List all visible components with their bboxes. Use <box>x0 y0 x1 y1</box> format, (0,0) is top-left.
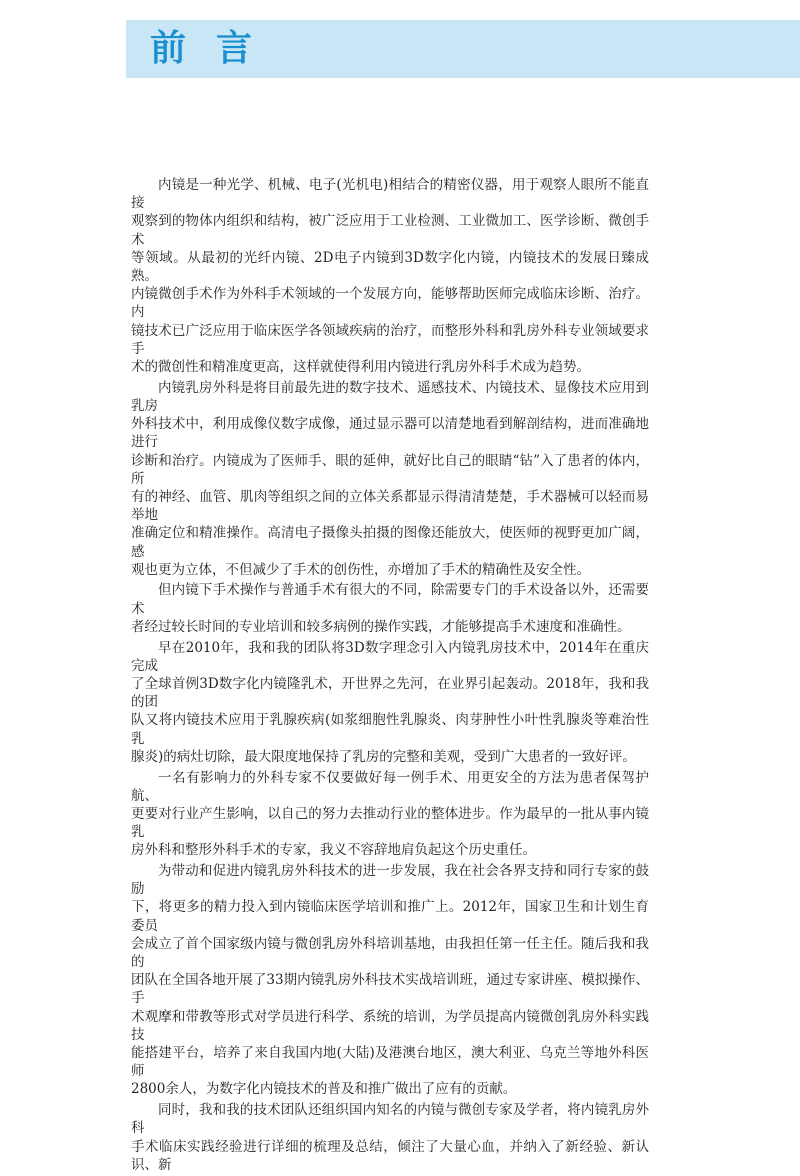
paragraph-7: 同时，我和我的技术团队还组织国内知名的内镜与微创专家及学者，将内镜乳房外科 手术临床实践经验进行详细的梳理及总结，倾注了大量心血，并纳入了新经验、新认识、新 <box>131 1102 649 1173</box>
paragraph-3: 但内镜下手术操作与普通手术有很大的不同，除需要专门的手术设备以外，还需要术 者经过较长时间的专业培训和较多病例的操作实践，才能够提高手术速度和准确性。 <box>131 582 649 635</box>
paragraph-1: 内镜是一种光学、机械、电子(光机电)相结合的精密仪器，用于观察人眼所不能直接 观察到的物体内组织和结构，被广泛应用于工业检测、工业微加工、医学诊断、微创手术 等领域。从最初的光纤内镜、2D电子内镜到3D数字化内镜，内镜技术的发展日臻成熟。 内镜微创手术作为外科手术领域的一个发展方向，能够帮助医师完成临床诊断、治疗。内 镜技术已广泛应用于临床医学各领域疾病的治疗，而整形外科和乳房外科专业领域要求手 术的微创性和精准度更高，这样就使得利用内镜进行乳房外科手术成为趋势。 <box>131 177 649 376</box>
paragraph-2: 内镜乳房外科是将目前最先进的数字技术、遥感技术、内镜技术、显像技术应用到乳房 外科技术中，利用成像仪数字成像，通过显示器可以清楚地看到解剖结构，进而准确地进行 诊断和治疗。内镜成为了医师手、眼的延伸，就好比自己的眼睛“钻”入了患者的体内，所 有的神经、血管、肌肉等组织之间的立体关系都显示得清清楚楚，手术器械可以轻而易举地 准确定位和精准操作。高清电子摄像头拍摄的图像还能放大，使医师的视野更加广阔，感 观也更为立体，不但减少了手术的创伤性，亦增加了手术的精确性及安全性。 <box>131 379 649 578</box>
preface-body <box>131 176 649 1176</box>
paragraph-6: 为带动和促进内镜乳房外科技术的进一步发展，我在社会各界支持和同行专家的鼓励 下，将更多的精力投入到内镜临床医学培训和推广上。2012年，国家卫生和计划生育委员 会成立了首个国家级内镜与微创乳房外科培训基地，由我担任第一任主任。随后我和我的 团队在全国各地开展了33期内镜乳房外科技术实战培训班，通过专家讲座、模拟操作、手 术观摩和带教等形式对学员进行科学、系统的培训，为学员提高内镜微创乳房外科实践技 能搭建平台，培养了来自我国内地(大陆)及港澳台地区，澳大利亚、乌克兰等地外科医师 2800余人，为数字化内镜技术的普及和推广做出了应有的贡献。 <box>131 863 649 1098</box>
paragraph-5: 一名有影响力的外科专家不仅要做好每一例手术、用更安全的方法为患者保驾护航、 更要对行业产生影响，以自己的努力去推动行业的整体进步。作为最早的一批从事内镜乳 房外科和整形外科手术的专家，我义不容辞地肩负起这个历史重任。 <box>131 769 649 859</box>
paragraph-4: 早在2010年，我和我的团队将3D数字理念引入内镜乳房技术中，2014年在重庆完成 了全球首例3D数字化内镜隆乳术，开世界之先河，在业界引起轰动。2018年，我和我的团 队又将内镜技术应用于乳腺疾病(如浆细胞性乳腺炎、肉芽肿性小叶性乳腺炎等难治性乳 腺炎)的病灶切除，最大限度地保持了乳房的完整和美观，受到广大患者的一致好评。 <box>131 639 649 765</box>
page-title: 前言 <box>150 27 283 69</box>
